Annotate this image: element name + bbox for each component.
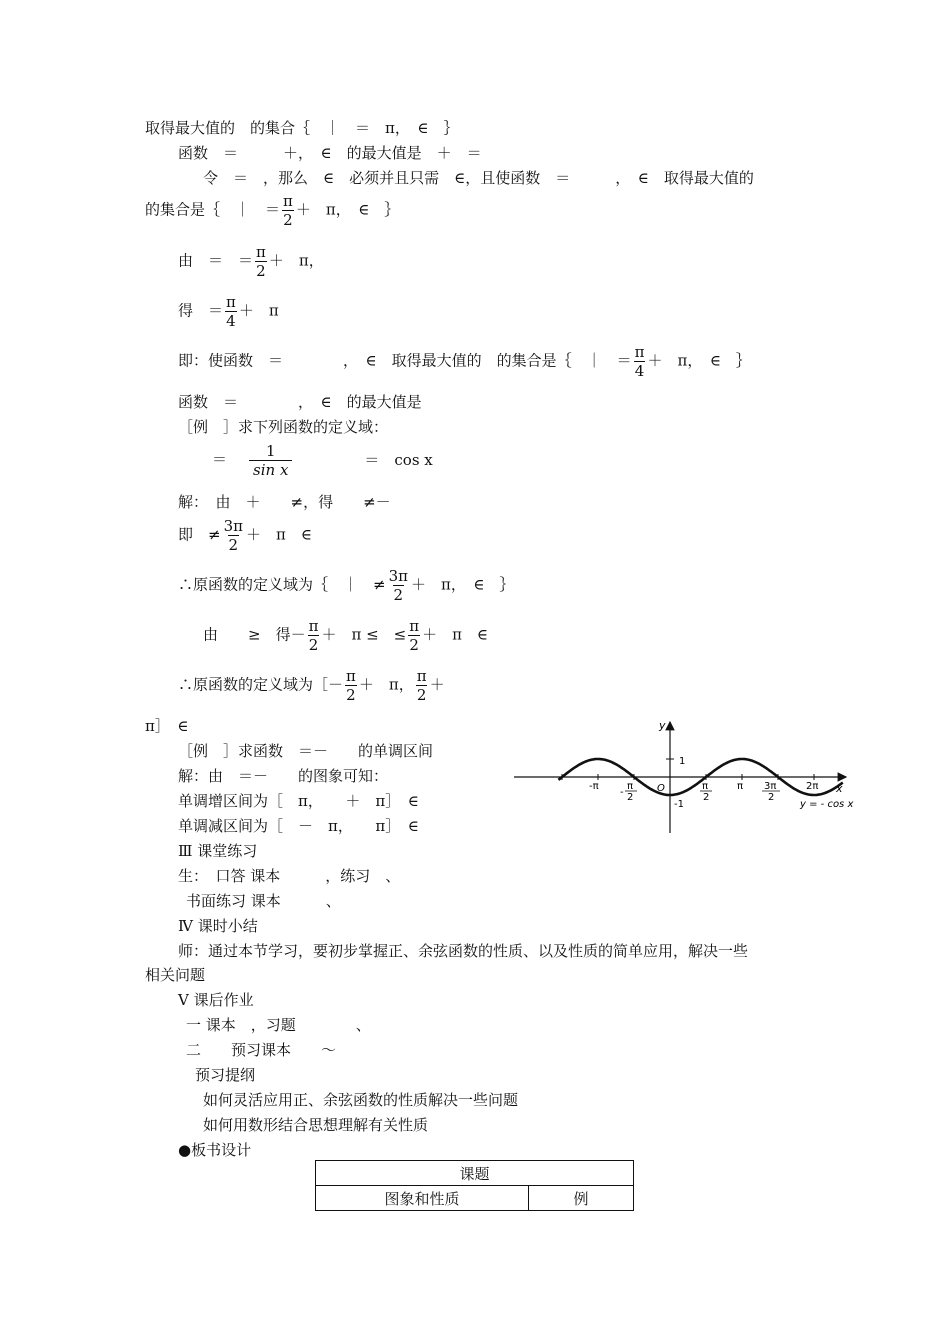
fraction: $\frac{\pi}{4}$ [634,343,645,380]
fraction: $\frac{\pi}{2}$ [416,667,427,704]
curve-label: y = - cos x [800,799,854,810]
math-line [145,192,399,229]
text-segment: ＋ π， [358,675,414,694]
text-segment: 由 ≥ 得－ [203,625,306,644]
text-segment: ＋ π， ∈ ｝ [410,575,515,594]
fraction: $\frac{\pi}{4}$ [226,293,236,330]
text-segment: ＝ [212,450,228,469]
text-line: 函数 ＝ ＋， ∈ 的最大值是 ＋ ＝ [178,144,482,162]
text-line: 令 ＝ ，那么 ∈ 必须并且只需 ∈，且使函数 ＝ ， ∈ 取得最大值的 [203,169,754,187]
text-segment: 即：使函数 ＝ ， ∈ 取得最大值的 的集合是｛ ｜ ＝ [178,351,632,370]
tick-label: 1 [679,756,686,767]
text-segment: ＋ [429,675,445,694]
section-heading: Ⅳ 课时小结 [178,917,258,935]
fraction: $\frac{\pi}{2}$ [283,192,293,229]
text-segment: 得 ＝ [178,301,224,320]
text-segment: ＋ π， ∈ ｝ [295,200,400,219]
text-line: 如何灵活应用正、余弦函数的性质解决一些问题 [203,1091,519,1109]
math-line [178,293,279,330]
text-line: 二 预习课本 ～ [186,1041,337,1059]
text-segment: ＋ π ∈ [245,525,312,544]
x-axis-label: x [836,782,843,795]
tick-label: - [620,787,624,798]
fraction: $\frac{\pi}{2}$ [346,667,356,704]
text-line: 预习提纲 [195,1066,256,1084]
text-line: 解：由 ＝－ 的图象可知： [178,767,389,785]
text-segment: 即 ≠ [178,525,221,544]
text-segment: ＋ π， ∈ ｝ [647,351,751,370]
text-segment: 的集合是｛ ｜ ＝ [145,200,281,219]
tick-label: 2π [806,781,819,792]
fraction: $\frac{3\pi}{2}$ [223,517,243,554]
cosine-graph [510,712,870,837]
tick-label: π [627,781,634,792]
text-line: ［例 ］求函数 ＝－ 的单调区间 [178,742,434,760]
tick-label: -1 [674,799,684,810]
text-line: 书面练习 课本 、 [186,892,341,910]
text-line: π］ ∈ [145,717,189,735]
text-line: 如何用数形结合思想理解有关性质 [203,1116,429,1134]
math-line [203,617,488,654]
section-heading: Ⅴ 课后作业 [178,991,254,1009]
tick-label: 2 [768,792,775,803]
text-line: ［例 ］求下列函数的定义域： [178,418,389,436]
math-line [178,667,445,704]
fraction: $\frac{1}{\text{sin x}}$ [249,442,292,479]
math-line [178,243,324,280]
tick-label: π [702,781,709,792]
board-title-cell: 课题 [316,1161,634,1186]
text-segment: 由 ＝ ＝ [178,251,254,270]
text-segment: ∴原函数的定义域为｛ ｜ ≠ [178,575,386,594]
text-line: 相关问题 [145,966,206,984]
tick-label: -π [589,781,599,792]
text-segment: ∴原函数的定义域为［－ [178,675,344,694]
text-line: 解： 由 ＋ ≠，得 ≠－ [178,493,391,511]
y-axis-label: y [659,719,666,732]
tick-label: 2 [627,792,634,803]
fraction: $\frac{\pi}{2}$ [308,617,319,654]
text-segment: ＋ π [238,301,279,320]
board-cell: 图象和性质 [316,1186,529,1211]
text-line: 取得最大值的 的集合｛ ｜ ＝ π， ∈ ｝ [145,119,459,137]
text-line: 单调减区间为［ － π， π］ ∈ [178,817,419,835]
tick-label: π [737,781,744,792]
text-line: 函数 ＝ ， ∈ 的最大值是 [178,393,422,411]
origin-label: O [657,783,665,794]
math-line [178,567,514,604]
board-cell: 例 [529,1186,634,1211]
text-segment: ＋ π ∈ [422,625,489,644]
text-line: 单调增区间为［ π， ＋ π］ ∈ [178,792,419,810]
math-line [212,442,433,479]
text-segment: ＋ π ≤ ≤ [321,625,407,644]
text-line: 一 课本 ，习题 、 [186,1016,371,1034]
fraction: $\frac{\pi}{2}$ [409,617,420,654]
text-segment: ＋ π， [268,251,324,270]
board-design-table [315,1160,634,1211]
fraction: $\frac{3\pi}{2}$ [388,567,408,604]
fraction: $\frac{\pi}{2}$ [256,243,266,280]
section-heading: Ⅲ 课堂练习 [178,842,258,860]
text-line: 生： 口答 课本 ，练习 、 [178,867,401,885]
math-line [178,343,751,380]
text-line: 师：通过本节学习，要初步掌握正、余弦函数的性质、以及性质的简单应用，解决一些 [178,942,749,960]
text-segment: ＝ cos x [364,450,433,469]
section-heading: ●板书设计 [178,1141,252,1159]
tick-label: 2 [703,792,710,803]
math-line [178,517,312,554]
tick-label: 3π [764,781,777,792]
